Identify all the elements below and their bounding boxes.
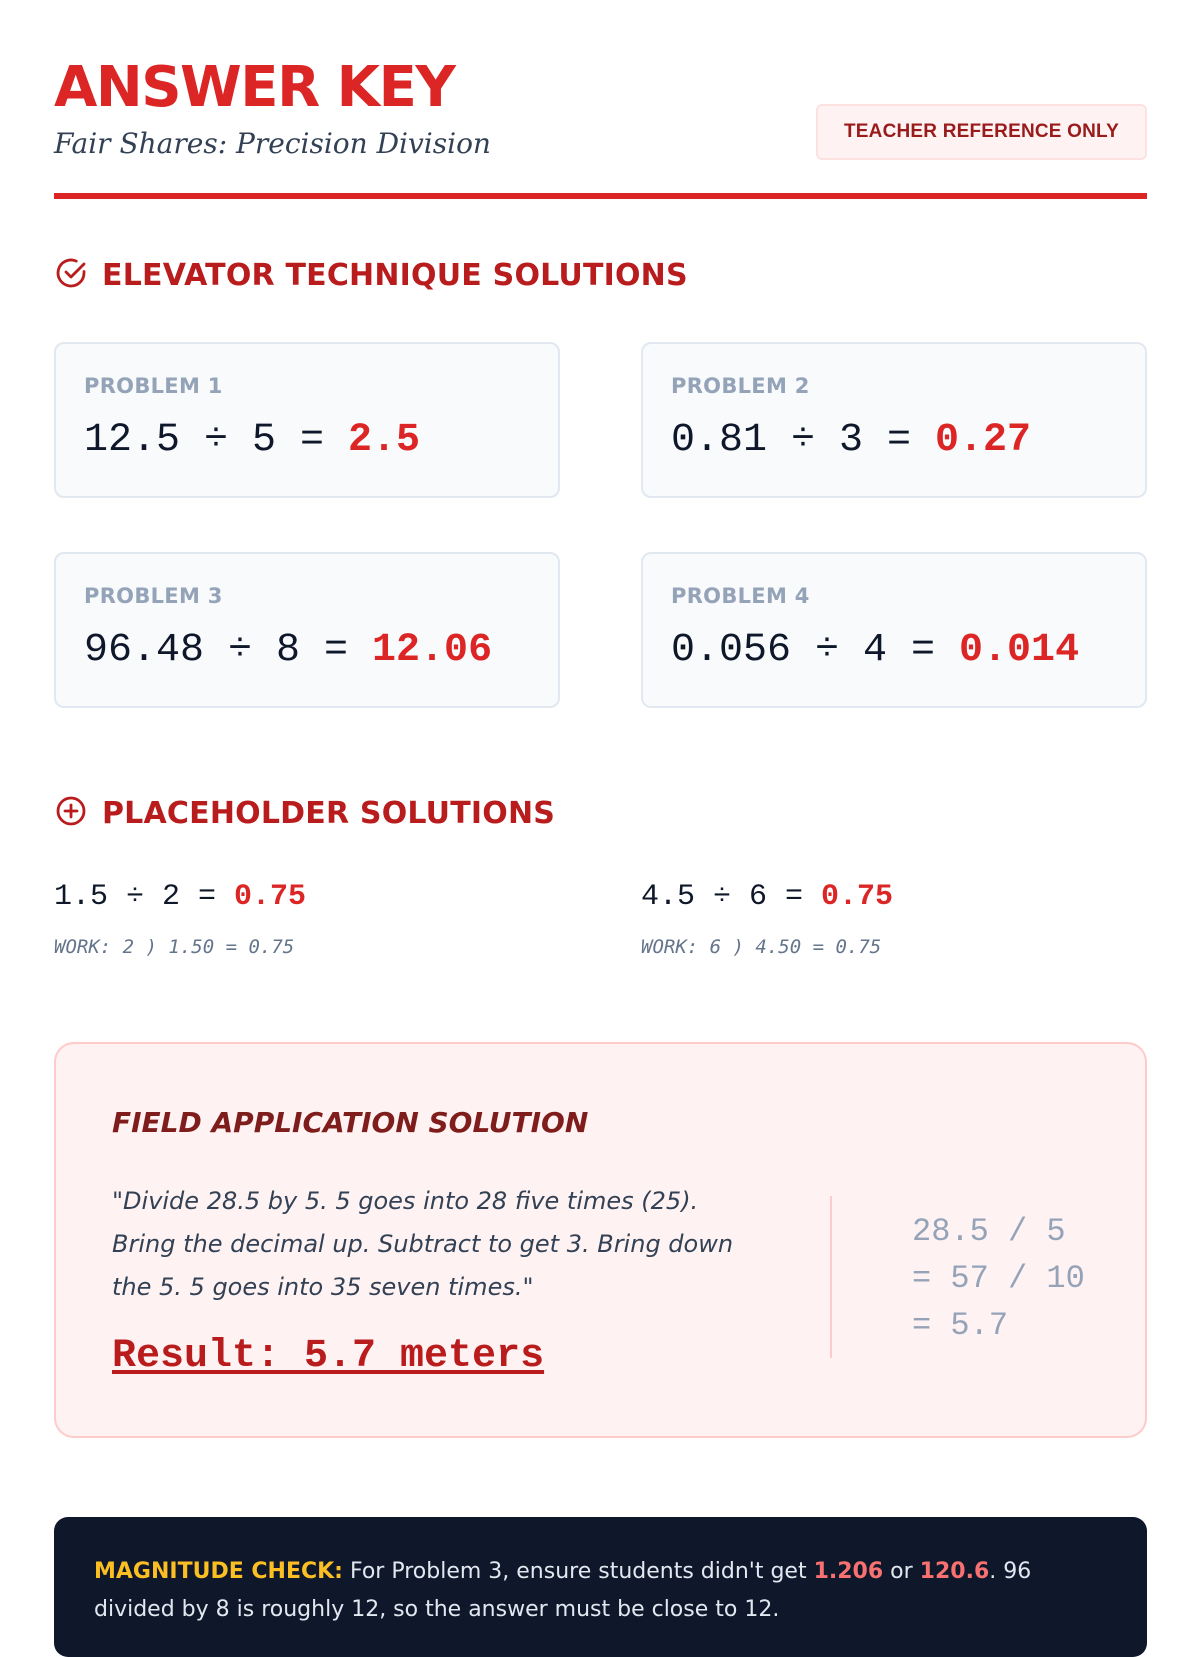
field-calculation (912, 1208, 1085, 1349)
problem-expression: 12.5 ÷ 5 = (84, 418, 349, 463)
wrong-answer-1: 1.206 (813, 1559, 884, 1584)
field-application-result: Result: 5.7 meters (112, 1334, 545, 1379)
problem-equation (671, 418, 1031, 463)
magnitude-check-tag: MAGNITUDE CHECK: (94, 1559, 343, 1584)
placeholder-equation (54, 880, 306, 914)
magnitude-check-banner (54, 1517, 1147, 1657)
problem-answer: 0.014 (959, 628, 1080, 673)
placeholder-section-heading (54, 794, 555, 833)
problem-equation (84, 418, 420, 463)
field-application-quote: "Divide 28.5 by 5. 5 goes into 28 five times (25). Bring the decimal up. Subtract to get 3. Bring down the 5. 5 goes into 35 seven times." (112, 1187, 734, 1301)
header-divider (54, 193, 1147, 199)
placeholder-item-1 (54, 880, 306, 958)
problem-label: PROBLEM 2 (671, 374, 810, 398)
teacher-reference-badge: TEACHER REFERENCE ONLY (816, 104, 1147, 160)
plus-circle-icon (54, 794, 88, 833)
problem-card-3 (54, 552, 560, 708)
calc-line: 28.5 / 5 (912, 1213, 1066, 1250)
field-application-title: FIELD APPLICATION SOLUTION (112, 1106, 589, 1139)
problem-label: PROBLEM 1 (84, 374, 223, 398)
problem-expression: 0.056 ÷ 4 = (671, 628, 960, 673)
wrong-answer-2: 120.6 (919, 1559, 990, 1584)
elevator-section-label: ELEVATOR TECHNIQUE SOLUTIONS (102, 258, 688, 293)
placeholder-expression: 1.5 ÷ 2 = (54, 880, 235, 914)
placeholder-expression: 4.5 ÷ 6 = (641, 880, 822, 914)
placeholder-answer: 0.75 (821, 880, 894, 914)
calc-line: = 5.7 (912, 1307, 1009, 1344)
problem-card-1 (54, 342, 560, 498)
magnitude-text: . 96 divided by 8 is roughly 12, so the answer must be close to 12. (94, 1559, 1032, 1622)
problem-label: PROBLEM 3 (84, 584, 223, 608)
page-title: ANSWER KEY (54, 55, 455, 120)
magnitude-text: or (883, 1559, 920, 1584)
field-application-panel (54, 1042, 1147, 1438)
placeholder-item-2 (641, 880, 893, 958)
check-circle-icon (54, 256, 88, 295)
placeholder-work: WORK: 2 ) 1.50 = 0.75 (54, 936, 295, 958)
problem-card-4 (641, 552, 1147, 708)
placeholder-work: WORK: 6 ) 4.50 = 0.75 (641, 936, 882, 958)
calc-line: = 57 / 10 (912, 1260, 1085, 1297)
field-divider (830, 1196, 832, 1358)
placeholder-answer: 0.75 (234, 880, 307, 914)
problem-card-2 (641, 342, 1147, 498)
elevator-section-heading (54, 256, 688, 295)
placeholder-equation (641, 880, 893, 914)
problem-label: PROBLEM 4 (671, 584, 810, 608)
answer-key-page (54, 0, 1147, 1622)
magnitude-text: For Problem 3, ensure students didn't get (342, 1559, 814, 1584)
problem-equation (671, 628, 1079, 673)
problem-expression: 0.81 ÷ 3 = (671, 418, 936, 463)
problem-expression: 96.48 ÷ 8 = (84, 628, 373, 673)
placeholder-section-label: PLACEHOLDER SOLUTIONS (102, 796, 556, 831)
page-subtitle: Fair Shares: Precision Division (54, 127, 491, 160)
problem-equation (84, 628, 492, 673)
problem-answer: 0.27 (935, 418, 1032, 463)
problem-answer: 2.5 (348, 418, 421, 463)
problem-answer: 12.06 (372, 628, 493, 673)
